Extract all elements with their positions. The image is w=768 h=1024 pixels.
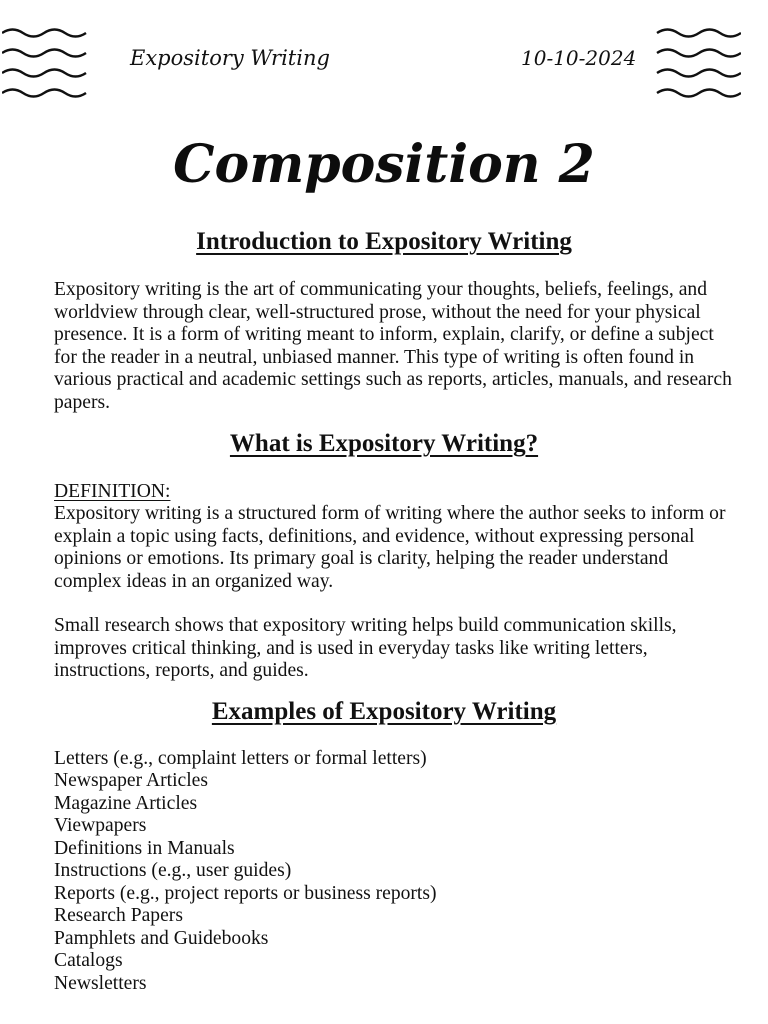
section-heading-what-is xyxy=(0,430,768,458)
list-item: Definitions in Manuals xyxy=(54,837,235,859)
section-heading-examples xyxy=(0,698,768,726)
wave-lines-icon xyxy=(655,26,741,98)
list-item: Magazine Articles xyxy=(54,792,198,814)
list-item: Letters (e.g., complaint letters or formal letters) xyxy=(54,748,427,769)
section-heading-examples-text: Examples of Expository Writing xyxy=(211,698,557,725)
research-paragraph: Small research shows that expository writing helps build communication skills, improves critical thinking, and is used in everyday tasks like writing letters, instructions, reports, and guides. xyxy=(54,615,677,681)
list-item: Catalogs xyxy=(54,950,123,972)
examples-list xyxy=(54,748,437,995)
header-subject: Expository Writing xyxy=(130,46,330,70)
header-date: 10-10-2024 xyxy=(521,46,637,70)
introduction-paragraph: Expository writing is the art of communicating your thoughts, beliefs, feelings, and worldview through clear, well-structured prose, without the need for your physical presence. It is a form of writing meant to inform, explain, clarify, or define a subject for the reader in a neutral, unbiased manner. This type of writing is often found in various practical and academic settings such as reports, articles, manuals, and research papers. xyxy=(54,279,732,413)
section-heading-what-is-text: What is Expository Writing? xyxy=(229,430,539,457)
list-item: Viewpapers xyxy=(54,815,147,837)
list-item: Reports (e.g., project reports or business reports) xyxy=(54,882,437,904)
section-heading-introduction-text: Introduction to Expository Writing xyxy=(196,228,572,255)
definition-label: DEFINITION: xyxy=(54,481,171,502)
list-item: Newsletters xyxy=(54,972,147,994)
page-title: Composition 2 xyxy=(173,134,595,195)
list-item: Pamphlets and Guidebooks xyxy=(54,927,269,949)
list-item: Research Papers xyxy=(54,905,183,927)
definition-paragraph: Expository writing is a structured form of writing where the author seeks to inform or explain a topic using facts, definitions, and evidence, without expressing personal opinions or emotions. Its primary goal is clarity, helping the reader understand complex ideas in an organized way. xyxy=(54,503,726,592)
wave-lines-icon xyxy=(2,26,88,98)
list-item: Newspaper Articles xyxy=(54,770,208,792)
section-heading-introduction xyxy=(0,228,768,256)
list-item: Instructions (e.g., user guides) xyxy=(54,860,292,882)
